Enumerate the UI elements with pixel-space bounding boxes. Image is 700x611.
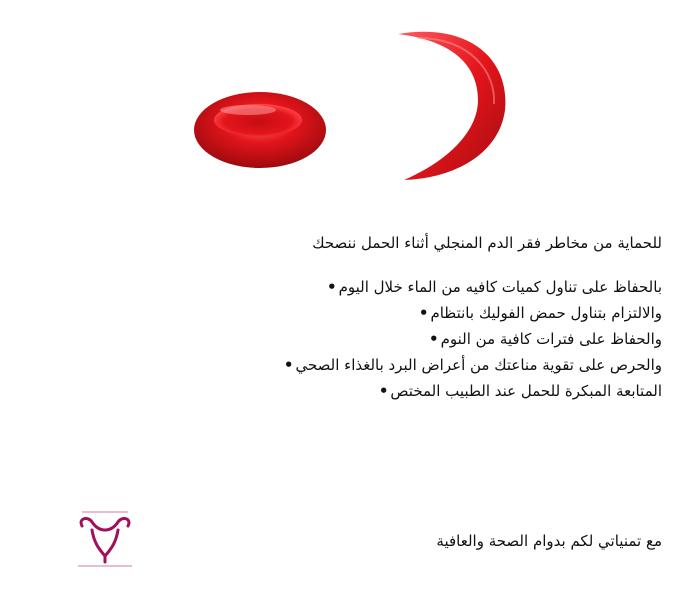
list-item	[142, 378, 662, 404]
list-item	[142, 274, 662, 300]
intro-text: للحماية من مخاطر فقر الدم المنجلي أثناء الحمل ننصحك	[312, 234, 662, 252]
tip-text: والحرص على تقوية مناعتك من أعراض البرد بالغذاء الصحي	[295, 356, 662, 374]
closing-text: مع تمنياتي لكم بدوام الصحة والعافية	[436, 532, 662, 550]
uterus-logo-icon	[70, 508, 140, 570]
tip-text: والالتزام بتناول حمض الفوليك بانتظام	[430, 304, 662, 322]
sickle-red-blood-cell-icon	[398, 32, 505, 180]
list-item	[142, 326, 662, 352]
article-body	[142, 230, 662, 404]
bullet-icon: •	[327, 278, 337, 296]
normal-red-blood-cell-icon	[194, 92, 326, 168]
bullet-icon: •	[283, 356, 294, 374]
bullet-icon: •	[378, 382, 389, 400]
list-item	[142, 300, 662, 326]
bullet-icon: •	[428, 330, 439, 348]
tip-text: المتابعة المبكرة للحمل عند الطبيب المختص	[390, 382, 662, 400]
tip-text: والحفاظ على فترات كافية من النوم	[440, 330, 662, 348]
bullet-icon: •	[418, 304, 429, 322]
blood-cells-illustration	[0, 0, 700, 200]
tips-list	[142, 274, 662, 404]
tip-text: بالحفاظ على تناول كميات كافيه من الماء خلال اليوم	[338, 278, 662, 296]
list-item	[142, 352, 662, 378]
